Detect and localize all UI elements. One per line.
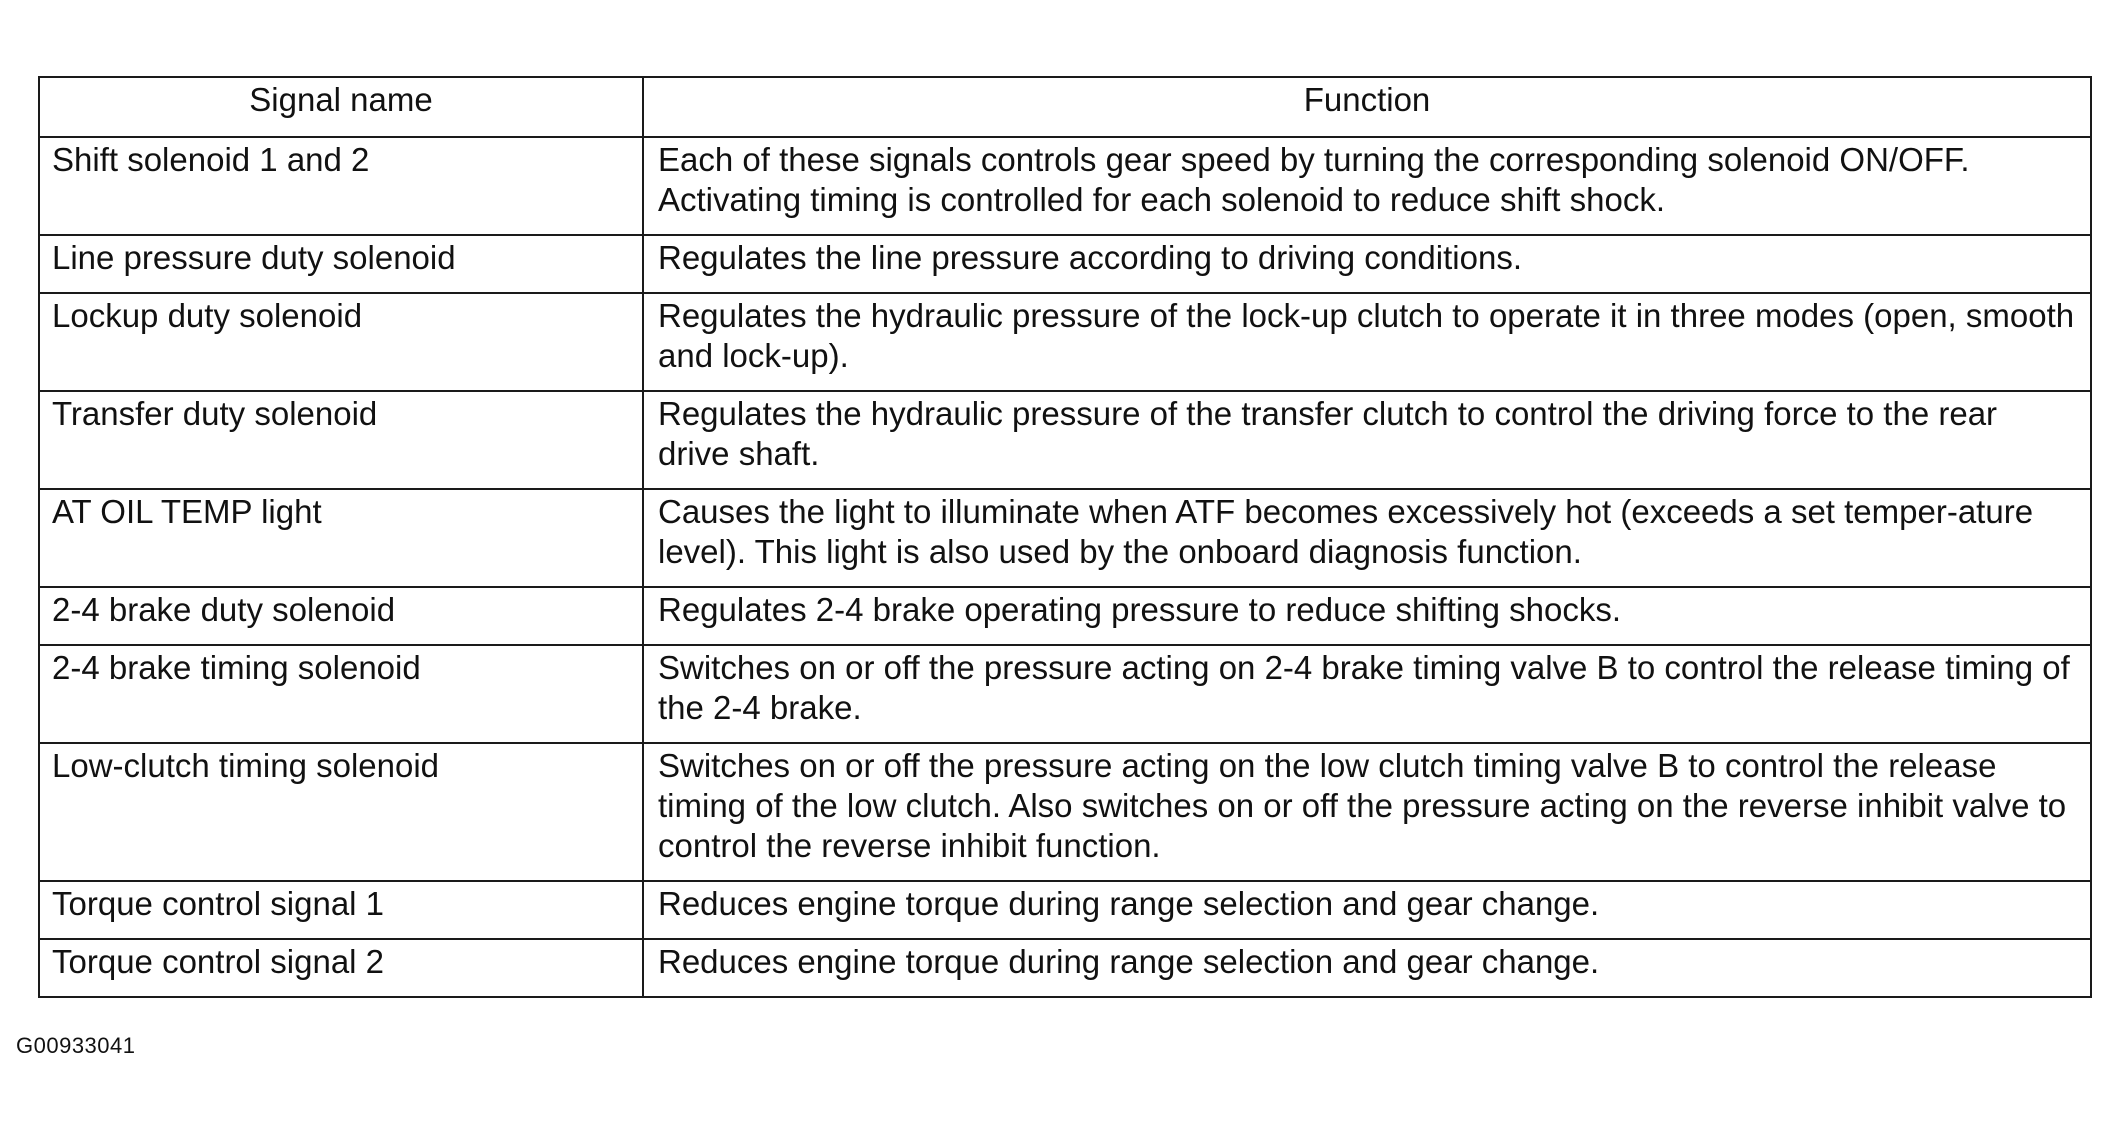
function-cell: Reduces engine torque during range selection and gear change. [643, 881, 2091, 939]
table-row [39, 939, 2091, 997]
table-row [39, 391, 2091, 489]
table-row [39, 645, 2091, 743]
function-cell: Regulates the line pressure according to driving conditions. [643, 235, 2091, 293]
function-cell: Causes the light to illuminate when ATF becomes excessively hot (exceeds a set temper-ature level). This light is also used by the onboard diagnosis function. [643, 489, 2091, 587]
table-row [39, 489, 2091, 587]
header-signal-name: Signal name [39, 77, 643, 137]
signal-name-cell: Torque control signal 1 [39, 881, 643, 939]
function-cell: Regulates the hydraulic pressure of the transfer clutch to control the driving force to the rear drive shaft. [643, 391, 2091, 489]
table-row [39, 743, 2091, 881]
signal-name-cell: 2-4 brake duty solenoid [39, 587, 643, 645]
signal-name-cell: Low-clutch timing solenoid [39, 743, 643, 881]
signal-name-cell: Torque control signal 2 [39, 939, 643, 997]
function-cell: Regulates the hydraulic pressure of the lock-up clutch to operate it in three modes (open, smooth and lock-up). [643, 293, 2091, 391]
table-row [39, 293, 2091, 391]
table-row [39, 235, 2091, 293]
table-row [39, 587, 2091, 645]
signal-name-cell: AT OIL TEMP light [39, 489, 643, 587]
table-header-row [39, 77, 2091, 137]
table-row [39, 137, 2091, 235]
table-row [39, 881, 2091, 939]
function-cell: Switches on or off the pressure acting on 2-4 brake timing valve B to control the release timing of the 2-4 brake. [643, 645, 2091, 743]
header-function: Function [643, 77, 2091, 137]
function-cell: Regulates 2-4 brake operating pressure to reduce shifting shocks. [643, 587, 2091, 645]
function-cell: Reduces engine torque during range selection and gear change. [643, 939, 2091, 997]
signal-name-cell: Shift solenoid 1 and 2 [39, 137, 643, 235]
signal-name-cell: Lockup duty solenoid [39, 293, 643, 391]
figure-id: G00933041 [16, 1033, 136, 1058]
signal-name-cell: 2-4 brake timing solenoid [39, 645, 643, 743]
signal-function-table [38, 76, 2092, 998]
function-cell: Each of these signals controls gear speed by turning the corresponding solenoid ON/OFF. Activating timing is controlled for each solenoid to reduce shift shock. [643, 137, 2091, 235]
signal-name-cell: Line pressure duty solenoid [39, 235, 643, 293]
signal-name-cell: Transfer duty solenoid [39, 391, 643, 489]
function-cell: Switches on or off the pressure acting on the low clutch timing valve B to control the release timing of the low clutch. Also switches on or off the pressure acting on the reverse inhibit valve to control the reverse inhibit function. [643, 743, 2091, 881]
